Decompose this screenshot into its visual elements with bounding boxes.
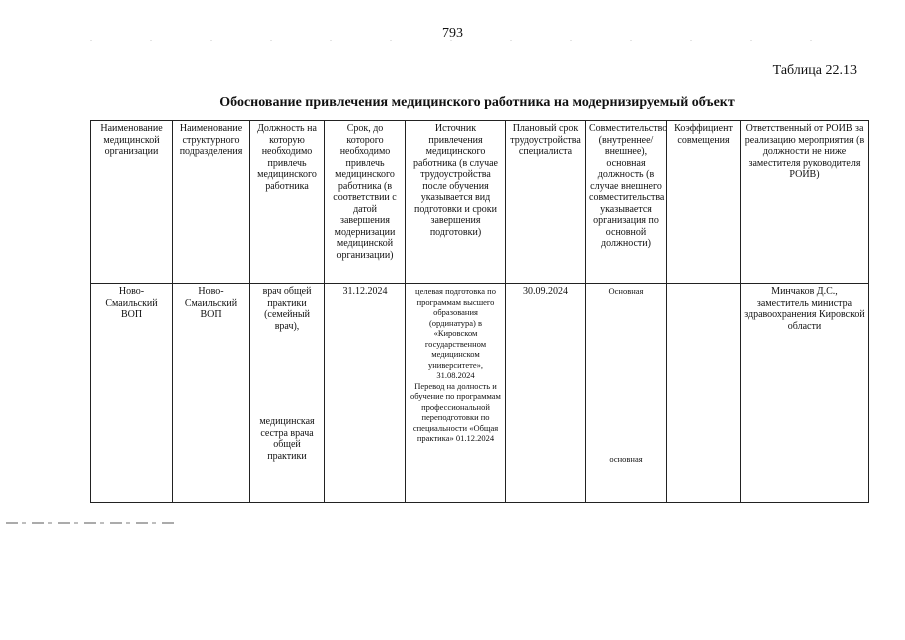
- deadline-text: 31.12.2024: [342, 286, 388, 297]
- cell-subdivision: [173, 284, 250, 503]
- table-row: [91, 284, 869, 503]
- responsible-text: Минчаков Д.С., заместитель министра здравоохранения Кировской области: [744, 286, 865, 332]
- header-deadline: Срок, до которого необходимо привлечь медицинского работника (в соответствии с датой завершения модернизации медицинской организации): [325, 121, 406, 284]
- combination-doctor: Основная: [608, 286, 644, 296]
- cell-responsible: [741, 284, 869, 503]
- header-combination: Совместительство (внутреннее/внешнее), основная должность (в случае внешнего совместительства указывается организация по основной должности): [586, 121, 667, 284]
- header-responsible: Ответственный от РОИВ за реализацию мероприятия (в должности не ниже заместителя руководителя РОИВ): [741, 121, 869, 284]
- header-source: Источник привлечения медицинского работника (в случае трудоустройства после обучения указывается вид подготовки и сроки завершения подготовки): [406, 121, 506, 284]
- cell-source: [406, 284, 506, 503]
- planned-date-text: 30.09.2024: [523, 286, 568, 297]
- source-training: целевая подготовка по программам высшего образования (ординатура) в «Кировском государственном медицинском университете», 31.08.2024: [415, 286, 496, 380]
- header-position: Должность на которую необходимо привлечь медицинского работника: [250, 121, 325, 284]
- subdivision-text: Ново-Смаильский ВОП: [184, 286, 238, 320]
- position-nurse: медицинская сестра врача общей практики: [259, 416, 315, 462]
- cell-position: [250, 284, 325, 503]
- cell-combination: [586, 284, 667, 503]
- header-organization: Наименование медицинской организации: [91, 121, 173, 284]
- scan-artifact-line: [6, 522, 176, 524]
- combination-nurse: основная: [609, 453, 643, 464]
- document-title: Обоснование привлечения медицинского работника на модернизируемый объект: [219, 95, 735, 110]
- cell-planned-date: [506, 284, 586, 503]
- source-transfer: Перевод на долность и обучение по программам профессиональной переподготовки по специальности «Общая практика» 01.12.2024: [410, 380, 501, 443]
- justification-table: [90, 120, 869, 503]
- table-label: Таблица 22.13: [772, 63, 857, 78]
- header-planned-date: Плановый срок трудоустройства специалиста: [506, 121, 586, 284]
- cell-deadline: [325, 284, 406, 503]
- header-subdivision: Наименование структурного подразделения: [173, 121, 250, 284]
- header-row: [91, 121, 869, 284]
- position-doctor: врач общей практики (семейный врач),: [262, 286, 312, 332]
- organization-text: Ново-Смаильский ВОП: [105, 286, 158, 320]
- header-coefficient: Коэффициент совмещения: [667, 121, 741, 284]
- cell-coefficient: [667, 284, 741, 503]
- page-number: 793: [442, 26, 463, 41]
- table-container: [90, 120, 868, 503]
- cell-organization: [91, 284, 173, 503]
